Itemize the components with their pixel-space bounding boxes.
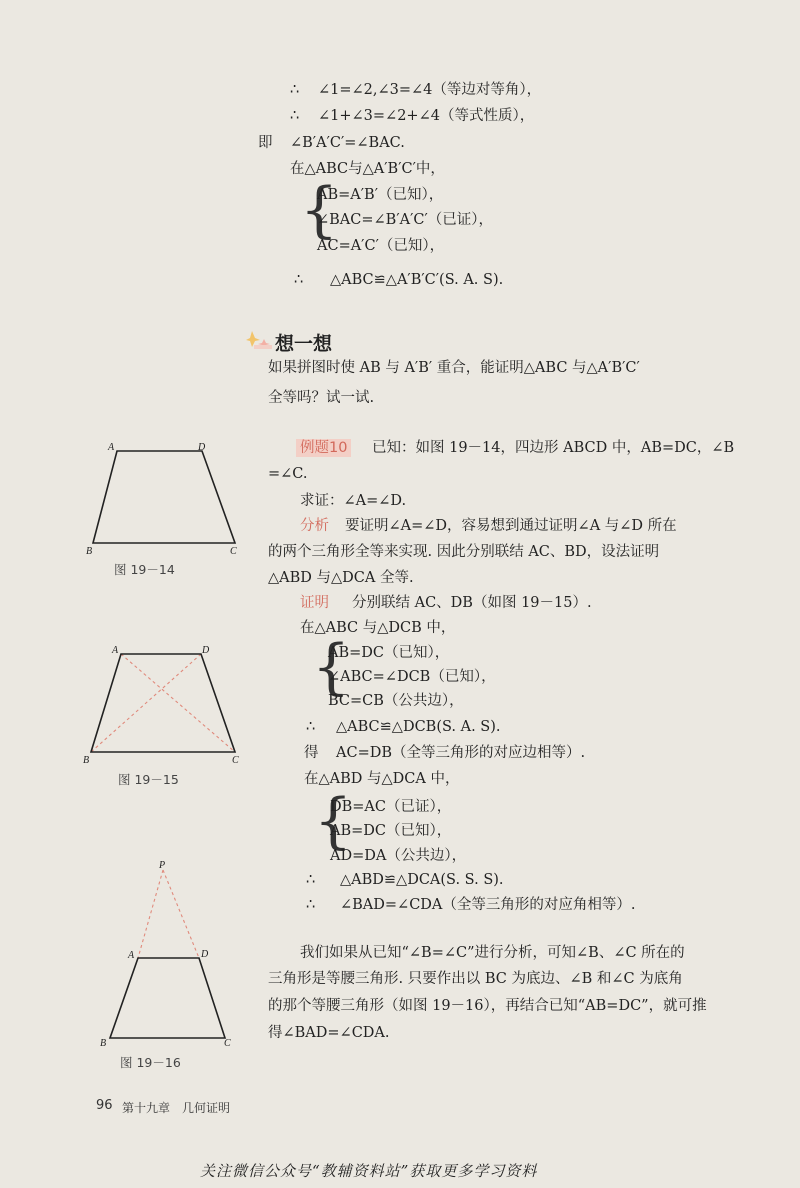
sparkle-icon xyxy=(246,327,276,355)
proof-res3-marker: ∴ xyxy=(306,897,316,913)
trapezoid xyxy=(93,451,235,543)
proof-sys1-2: ∠ABC=∠DCB（已知）， xyxy=(328,669,496,685)
proof-res3: ∠BAD=∠CDA（全等三角形的对应角相等）. xyxy=(340,897,636,913)
diagonal-bd xyxy=(91,654,201,752)
vertex-label-d: D xyxy=(201,949,209,960)
proof1-line4: 在△ABC与△A′B′C′中， xyxy=(290,161,445,177)
proof-in1: 在△ABC 与△DCB 中， xyxy=(300,620,456,636)
trapezoid xyxy=(91,654,235,752)
figure-19-16 xyxy=(95,858,245,1048)
proof-res2: △ABD≌△DCA(S. S. S). xyxy=(340,872,504,888)
proof-res1-marker: ∴ xyxy=(306,719,316,735)
vertex-label-b: B xyxy=(100,1038,107,1048)
example-prove: 求证：∠A=∠D. xyxy=(300,493,407,509)
proof-res2-marker: ∴ xyxy=(306,872,316,888)
figure-19-14 xyxy=(80,440,250,555)
proof1-line3: ∠B′A′C′=∠BAC. xyxy=(290,135,405,151)
watermark: 关注微信公众号“教辅资料站”获取更多学习资料 xyxy=(200,1162,538,1180)
proof-get-marker: 得 xyxy=(304,745,319,761)
closing-line4: 得∠BAD=∠CDA. xyxy=(268,1025,390,1041)
proof-sys2-1: DB=AC（已证）， xyxy=(330,799,452,815)
brace: { xyxy=(314,786,353,856)
extension-pd xyxy=(163,870,199,958)
proof1-conclusion-marker: ∴ xyxy=(294,272,304,288)
proof1-line1: ∠1=∠2,∠3=∠4（等边对等角）， xyxy=(318,82,542,98)
figure-19-15-caption: 图 19－15 xyxy=(118,772,179,787)
vertex-label-a: A xyxy=(128,950,135,961)
vertex-label-d: D xyxy=(202,645,210,656)
think-line2: 全等吗？试一试. xyxy=(268,390,375,406)
proof-sys1-1: AB=DC（已知）， xyxy=(328,645,450,661)
trapezoid xyxy=(110,958,225,1038)
example-label: 例题10 xyxy=(296,439,351,457)
proof-label: 证明 xyxy=(300,595,329,611)
figure-19-15 xyxy=(78,642,253,767)
vertex-label-c: C xyxy=(232,755,239,766)
vertex-label-c: C xyxy=(224,1038,231,1048)
vertex-label-b: B xyxy=(86,546,93,555)
analysis-label: 分析 xyxy=(300,518,329,534)
vertex-label-a: A xyxy=(108,442,115,453)
vertex-label-p: P xyxy=(159,860,166,871)
proof-intro: 分别联结 AC、DB（如图 19－15）. xyxy=(352,595,592,611)
closing-line1: 我们如果从已知“∠B=∠C”进行分析，可知∠B、∠C 所在的 xyxy=(300,945,685,961)
proof-sys2-2: AB=DC（已知）， xyxy=(330,823,452,839)
page-number: 96 xyxy=(96,1098,113,1113)
proof1-conclusion: △ABC≌△A′B′C′(S. A. S). xyxy=(330,272,504,288)
extension-pa xyxy=(138,870,163,958)
brace: { xyxy=(300,175,339,245)
proof1-marker3: 即 xyxy=(258,135,273,151)
example-given2: =∠C. xyxy=(268,466,308,482)
figure-19-14-caption: 图 19－14 xyxy=(114,562,175,577)
proof-sys1-3: BC=CB（公共边）， xyxy=(328,693,464,709)
analysis-line1: 要证明∠A=∠D，容易想到通过证明∠A 与∠D 所在 xyxy=(345,518,677,534)
proof1-sys-3: AC=A′C′（已知）， xyxy=(317,238,445,254)
proof-res1: △ABC≌△DCB(S. A. S). xyxy=(336,719,501,735)
brace: { xyxy=(312,632,351,702)
think-title: 想一想 xyxy=(275,333,333,355)
proof1-line2: ∠1+∠3=∠2+∠4（等式性质）， xyxy=(318,108,535,124)
example-given1: 已知：如图 19－14，四边形 ABCD 中，AB=DC，∠B xyxy=(372,440,735,456)
analysis-line2: 的两个三角形全等来实现. 因此分别联结 AC、BD，设法证明 xyxy=(268,544,660,560)
closing-line3: 的那个等腰三角形（如图 19－16），再结合已知“AB=DC”，就可推 xyxy=(268,998,707,1014)
vertex-label-d: D xyxy=(198,442,206,453)
vertex-label-c: C xyxy=(230,546,237,555)
think-line1: 如果拼图时使 AB 与 A′B′ 重合，能证明△ABC 与△A′B′C′ xyxy=(268,360,640,376)
proof1-marker1: ∴ xyxy=(290,82,300,98)
proof1-marker2: ∴ xyxy=(290,108,300,124)
vertex-label-a: A xyxy=(112,645,119,656)
analysis-line3: △ABD 与△DCA 全等. xyxy=(268,570,414,586)
proof1-sys-2: ∠BAC=∠B′A′C′（已证）， xyxy=(317,212,494,228)
closing-line2: 三角形是等腰三角形. 只要作出以 BC 为底边、∠B 和∠C 为底角 xyxy=(268,971,683,987)
proof-get: AC=DB（全等三角形的对应边相等）. xyxy=(336,745,586,761)
chapter-title: 第十九章 几何证明 xyxy=(122,1101,231,1115)
proof-in2: 在△ABD 与△DCA 中， xyxy=(304,771,460,787)
proof-sys2-3: AD=DA（公共边）， xyxy=(330,848,467,864)
figure-19-16-caption: 图 19－16 xyxy=(120,1055,181,1070)
vertex-label-b: B xyxy=(83,755,90,766)
proof1-sys-1: AB=A′B′（已知）， xyxy=(317,187,444,203)
